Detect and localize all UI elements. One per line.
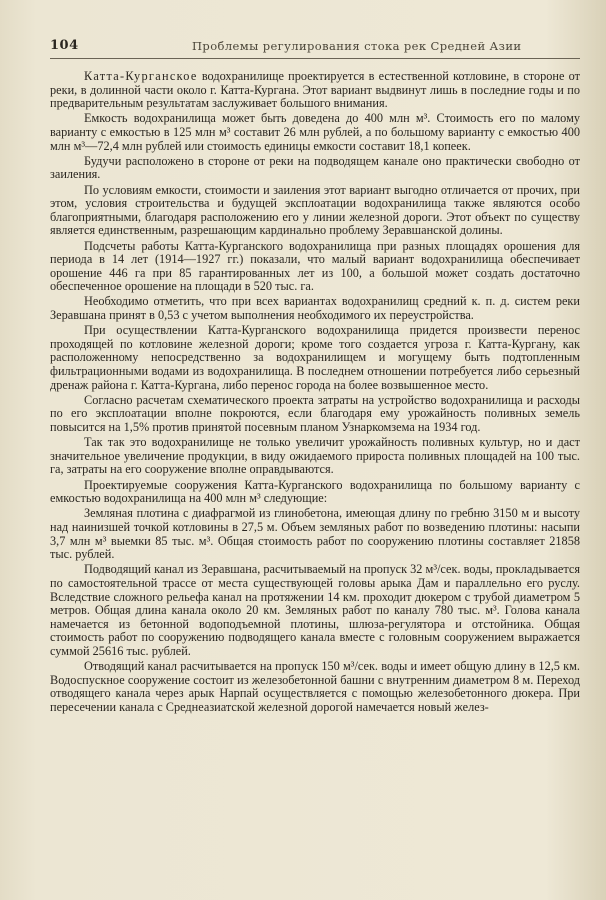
paragraph: Земляная плотина с диафрагмой из глинобетона, имеющая длину по гребню 3150 м и высоту над наинизшей точкой котловины в 27,5 м. Объем земляных работ по возведению плотины: насыпи 3,7 млн м³ выемки 85 тыс. м³. Общая стоимость работ по сооружению плотины составляет 21858 тыс. рублей.: [50, 506, 580, 562]
paragraph: Будучи расположено в стороне от реки на подводящем канале оно практически свободно от заиления.: [50, 153, 580, 182]
paragraph: Катта-Курганское водохранилище проектируется в естественной котловине, в стороне от реки, в долинной части около г. Катта-Кургана. Этот вариант выдвинут лишь в последние годы и по предварительным результатам заслуживает большого внимания.: [50, 69, 580, 111]
paragraph: По условиям емкости, стоимости и заиления этот вариант выгодно отличается от прочих, при этом, условия строительства и будущей эксплоатации водохранилища также являются особо благоприятными, благодаря расположению его у линии железной дороги. Этот объект по существу является единственным, разрешающим кардинально проблему Зеравшанской долины.: [50, 182, 580, 238]
paragraph: Необходимо отметить, что при всех вариантах водохранилищ средний к. п. д. систем реки Зеравшана принят в 0,53 с учетом выполнения необходимого их переустройства.: [50, 294, 580, 323]
paragraph: Так так это водохранилище не только увеличит урожайность поливных культур, но и даст значительное увеличение продукции, в виду ожидаемого прироста поливных площадей на 100 тыс. га, затраты на его сооружение вполне оправдываются.: [50, 435, 580, 477]
lead-word: Катта-Курганское: [84, 69, 198, 83]
paragraph: Проектируемые сооружения Катта-Курганского водохранилища по большому варианту с емкостью водохранилища на 400 млн м³ следующие:: [50, 477, 580, 506]
paragraph: Подводящий канал из Зеравшана, расчитываемый на пропуск 32 м³/сек. воды, прокладывается по самостоятельной трассе от места существующей головы арыка Дам и параллельно его руслу. Вследствие сложного рельефа канал на протяжении 14 км. проходит дюкером с трубой диаметром 5 метров. Общая длина канала около 20 км. Земляных работ по каналу 780 тыс. м³. Голова канала намечается из бетонной водоподъемной плотины, шлюза-регулятора и отстойника. Общая стоимость работ по сооружению подводящего канала вместе с головным сооружением выражается суммой 25616 тыс. рублей.: [50, 562, 580, 658]
paragraph: Согласно расчетам схематического проекта затраты на устройство водохранилища и расходы по его эксплоатации вполне покроются, если благодаря ему урожайность поливных земель повысится на 1,5% против принятой посевным планом Узнаркомзема на 1934 год.: [50, 392, 580, 434]
paragraph: При осуществлении Катта-Курганского водохранилища придется произвести перенос проходящей по котловине железной дороги; кроме того создается угроза г. Катта-Кургану, как расположенному непосредственно за водохранилищем и могущему быть подтопленным фильтрационными водами из водохранилища. В последнем отношении потребуется либо серьезный дренаж района г. Катта-Кургана, либо перенос города на более возвышенное место.: [50, 323, 580, 392]
running-title: Проблемы регулирования стока рек Средней Азии: [192, 39, 522, 53]
paragraph: Отводящий канал расчитывается на пропуск 150 м³/сек. воды и имеет общую длину в 12,5 км. Водоспускное сооружение состоит из железобетонной башни с внутренним диаметром 8 м. Переход отводящего канала через арык Нарпай осуществляется с помощью железобетонного дюкера. При пересечении канала с Среднеазиатской железной дорогой намечается новый желез-: [50, 659, 580, 714]
paragraph: Подсчеты работы Катта-Курганского водохранилища при разных площадях орошения для периода в 14 лет (1914—1927 гг.) показали, что малый вариант водохранилища обеспечивает орошение 446 га при 85 гарантированных лет из 100, а большой может создать достаточно обеспеченное орошение на площади в 520 тыс. га.: [50, 238, 580, 294]
paragraph: Емкость водохранилища может быть доведена до 400 млн м³. Стоимость его по малому варианту с емкостью в 125 млн м³ составит 26 млн рублей, а по большому варианту с емкостью 400 млн м³—72,4 млн рублей или стоимость единицы емкости составит 18,1 копеек.: [50, 111, 580, 153]
body-text: [50, 70, 580, 716]
page-header: [50, 36, 580, 59]
page-number: 104: [50, 38, 79, 53]
